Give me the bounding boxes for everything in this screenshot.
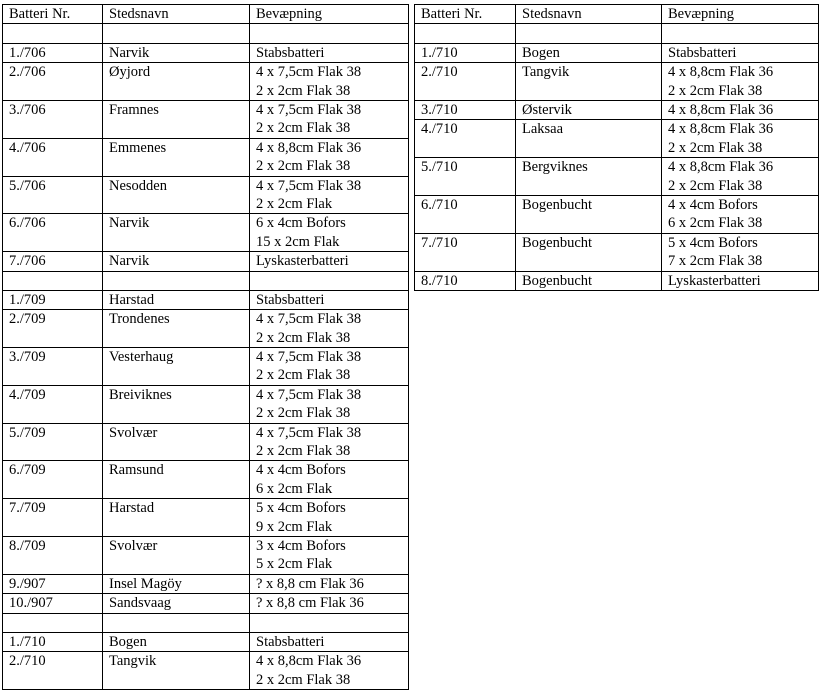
armament-line: 7 x 2cm Flak 38: [668, 253, 763, 270]
armament-line: Stabsbatteri: [256, 44, 325, 61]
battery-number-cell: [3, 24, 103, 43]
place-name-cell: Emmenes: [103, 138, 250, 176]
spacer-row: [415, 24, 819, 43]
battery-number-cell: 7./710: [415, 233, 516, 271]
armament-cell: [662, 63, 819, 101]
header-stedsnavn: Stedsnavn: [103, 5, 250, 24]
battery-number-cell: 2./710: [415, 63, 516, 101]
armament-cell: [250, 24, 409, 43]
armament-cell: [250, 100, 409, 138]
armament-line: 6 x 2cm Flak: [256, 480, 333, 497]
armament-line: Lyskasterbatteri: [668, 272, 761, 289]
table-row: [415, 120, 819, 158]
spacer-row: [3, 271, 409, 290]
battery-number-cell: 1./706: [3, 43, 103, 62]
armament-line: 4 x 8,8cm Flak 36: [668, 64, 774, 81]
table-row: [415, 233, 819, 271]
right-battery-table: [414, 4, 819, 291]
armament-cell: [250, 176, 409, 214]
table-row: [3, 594, 409, 613]
armament-cell: [250, 252, 409, 271]
header-batteri-nr: Batteri Nr.: [3, 5, 103, 24]
armament-line: 15 x 2cm Flak: [256, 233, 340, 250]
armament-cell: [662, 195, 819, 233]
battery-number-cell: 3./706: [3, 100, 103, 138]
place-name-cell: Harstad: [103, 499, 250, 537]
armament-cell: [250, 43, 409, 62]
armament-line: 4 x 4cm Bofors: [668, 196, 758, 213]
header-stedsnavn: Stedsnavn: [516, 5, 662, 24]
place-name-cell: Narvik: [103, 43, 250, 62]
place-name-cell: Svolvær: [103, 423, 250, 461]
armament-line: 4 x 8,8cm Flak 36: [668, 121, 774, 138]
battery-number-cell: 5./706: [3, 176, 103, 214]
battery-number-cell: 9./907: [3, 574, 103, 593]
armament-cell: [250, 461, 409, 499]
armament-line: 3 x 4cm Bofors: [256, 538, 346, 554]
armament-line: 4 x 4cm Bofors: [256, 462, 346, 479]
battery-number-cell: 8./710: [415, 271, 516, 290]
armament-line: 5 x 4cm Bofors: [256, 500, 346, 517]
armament-line: Stabsbatteri: [668, 44, 737, 61]
place-name-cell: Laksaa: [516, 120, 662, 158]
battery-number-cell: 6./709: [3, 461, 103, 499]
armament-line: 4 x 8,8cm Flak 36: [256, 139, 362, 156]
place-name-cell: Tangvik: [516, 63, 662, 101]
armament-line: 2 x 2cm Flak 38: [256, 671, 351, 688]
battery-number-cell: 5./709: [3, 423, 103, 461]
armament-line: 2 x 2cm Flak 38: [668, 177, 763, 194]
armament-line: 2 x 2cm Flak 38: [256, 405, 351, 422]
left-battery-table: [2, 4, 409, 690]
place-name-cell: Svolvær: [103, 537, 250, 575]
place-name-cell: Tangvik: [103, 652, 250, 690]
armament-line: 5 x 2cm Flak: [256, 556, 333, 573]
armament-line: 4 x 7,5cm Flak 38: [256, 101, 362, 118]
place-name-cell: Bergviknes: [516, 158, 662, 196]
armament-line: 4 x 7,5cm Flak 38: [256, 386, 362, 403]
place-name-cell: [103, 613, 250, 632]
battery-number-cell: 1./709: [3, 290, 103, 309]
armament-cell: [250, 423, 409, 461]
table-row: [3, 652, 409, 690]
header-row: [415, 5, 819, 24]
table-row: [3, 43, 409, 62]
armament-line: 4 x 7,5cm Flak 38: [256, 424, 362, 441]
armament-cell: [250, 537, 409, 575]
armament-cell: [250, 290, 409, 309]
header-batteri-nr: Batteri Nr.: [415, 5, 516, 24]
battery-number-cell: 5./710: [415, 158, 516, 196]
place-name-cell: Narvik: [103, 214, 250, 252]
battery-number-cell: [3, 613, 103, 632]
armament-cell: [250, 632, 409, 651]
armament-line: 4 x 8,8cm Flak 36: [256, 653, 362, 670]
battery-number-cell: 1./710: [3, 632, 103, 651]
place-name-cell: Vesterhaug: [103, 348, 250, 386]
place-name-cell: Sandsvaag: [103, 594, 250, 613]
armament-line: 2 x 2cm Flak 38: [256, 120, 351, 137]
place-name-cell: Bogen: [103, 632, 250, 651]
battery-number-cell: 7./706: [3, 252, 103, 271]
battery-number-cell: 6./706: [3, 214, 103, 252]
battery-number-cell: [3, 271, 103, 290]
battery-number-cell: 3./709: [3, 348, 103, 386]
table-row: [3, 574, 409, 593]
place-name-cell: Bogenbucht: [516, 233, 662, 271]
place-name-cell: Øyjord: [103, 63, 250, 101]
armament-line: 5 x 4cm Bofors: [668, 234, 758, 251]
battery-number-cell: 2./706: [3, 63, 103, 101]
table-row: [415, 195, 819, 233]
left-table-body: [3, 24, 409, 690]
table-row: [3, 423, 409, 461]
battery-number-cell: [415, 24, 516, 43]
place-name-cell: [103, 271, 250, 290]
armament-line: 4 x 8,8cm Flak 36: [668, 101, 774, 118]
battery-number-cell: 10./907: [3, 594, 103, 613]
armament-cell: [662, 120, 819, 158]
place-name-cell: Ramsund: [103, 461, 250, 499]
armament-line: 6 x 4cm Bofors: [256, 215, 346, 232]
armament-line: 2 x 2cm Flak 38: [256, 158, 351, 175]
table-row: [3, 176, 409, 214]
armament-cell: [250, 214, 409, 252]
armament-line: Stabsbatteri: [256, 291, 325, 308]
armament-line: 9 x 2cm Flak: [256, 518, 333, 535]
place-name-cell: Bogenbucht: [516, 271, 662, 290]
armament-line: 4 x 7,5cm Flak 38: [256, 311, 362, 328]
table-row: [3, 100, 409, 138]
battery-number-cell: 2./709: [3, 310, 103, 348]
armament-line: 2 x 2cm Flak 38: [256, 367, 351, 384]
armament-cell: [250, 385, 409, 423]
battery-number-cell: 4./706: [3, 138, 103, 176]
armament-line: 2 x 2cm Flak 38: [256, 329, 351, 346]
armament-line: 2 x 2cm Flak: [256, 195, 333, 212]
table-row: [3, 348, 409, 386]
battery-number-cell: 3./710: [415, 100, 516, 119]
armament-line: 4 x 7,5cm Flak 38: [256, 64, 362, 81]
armament-line: 4 x 7,5cm Flak 38: [256, 177, 362, 194]
armament-line: 4 x 8,8cm Flak 36: [668, 159, 774, 176]
battery-number-cell: 6./710: [415, 195, 516, 233]
armament-cell: [662, 100, 819, 119]
table-row: [3, 63, 409, 101]
header-row: [3, 5, 409, 24]
table-row: [415, 100, 819, 119]
armament-cell: [662, 24, 819, 43]
armament-line: 2 x 2cm Flak 38: [256, 82, 351, 99]
armament-cell: [662, 158, 819, 196]
armament-cell: [250, 271, 409, 290]
place-name-cell: Narvik: [103, 252, 250, 271]
armament-cell: [250, 310, 409, 348]
place-name-cell: Bogenbucht: [516, 195, 662, 233]
armament-cell: [250, 348, 409, 386]
armament-cell: [250, 138, 409, 176]
armament-line: ? x 8,8 cm Flak 36: [256, 575, 364, 592]
battery-number-cell: 2./710: [3, 652, 103, 690]
armament-line: ? x 8,8 cm Flak 36: [256, 595, 364, 612]
spacer-row: [3, 613, 409, 632]
table-row: [3, 214, 409, 252]
armament-line: Stabsbatteri: [256, 633, 325, 650]
armament-line: Lyskasterbatteri: [256, 253, 349, 270]
battery-number-cell: 4./709: [3, 385, 103, 423]
armament-line: 2 x 2cm Flak 38: [668, 82, 763, 99]
table-row: [3, 499, 409, 537]
table-row: [3, 461, 409, 499]
armament-line: 2 x 2cm Flak 38: [256, 443, 351, 460]
place-name-cell: Harstad: [103, 290, 250, 309]
armament-cell: [250, 63, 409, 101]
place-name-cell: Bogen: [516, 43, 662, 62]
armament-line: 4 x 7,5cm Flak 38: [256, 349, 362, 366]
header-bevaepning: Bevæpning: [662, 5, 819, 24]
place-name-cell: Østervik: [516, 100, 662, 119]
armament-cell: [250, 574, 409, 593]
armament-cell: [250, 499, 409, 537]
header-bevaepning: Bevæpning: [250, 5, 409, 24]
table-row: [415, 158, 819, 196]
armament-cell: [250, 652, 409, 690]
place-name-cell: Framnes: [103, 100, 250, 138]
table-row: [3, 385, 409, 423]
armament-line: 6 x 2cm Flak 38: [668, 215, 763, 232]
table-row: [3, 252, 409, 271]
table-row: [415, 43, 819, 62]
place-name-cell: Breiviknes: [103, 385, 250, 423]
armament-line: 2 x 2cm Flak 38: [668, 139, 763, 156]
battery-number-cell: 4./710: [415, 120, 516, 158]
right-table-body: [415, 24, 819, 291]
table-row: [3, 290, 409, 309]
place-name-cell: [516, 24, 662, 43]
place-name-cell: Insel Magöy: [103, 574, 250, 593]
table-row: [3, 310, 409, 348]
place-name-cell: [103, 24, 250, 43]
spacer-row: [3, 24, 409, 43]
place-name-cell: Nesodden: [103, 176, 250, 214]
battery-number-cell: 7./709: [3, 499, 103, 537]
armament-cell: [250, 594, 409, 613]
armament-cell: [662, 233, 819, 271]
table-row: [3, 138, 409, 176]
table-row: [415, 63, 819, 101]
place-name-cell: Trondenes: [103, 310, 250, 348]
battery-number-cell: 8./709: [3, 537, 103, 575]
table-row: [415, 271, 819, 290]
table-row: [3, 537, 409, 575]
table-row: [3, 632, 409, 651]
armament-cell: [662, 43, 819, 62]
armament-cell: [662, 271, 819, 290]
battery-number-cell: 1./710: [415, 43, 516, 62]
armament-cell: [250, 613, 409, 632]
